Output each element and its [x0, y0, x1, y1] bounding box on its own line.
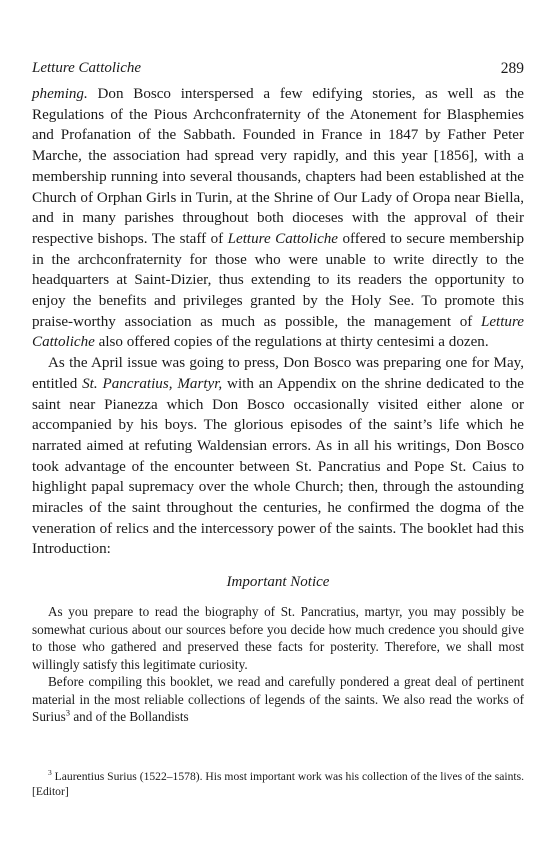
quoted-introduction [32, 603, 524, 726]
text-run: Don Bosco interspersed a few edifying stories, as well as the Regulations of the Pious Archconfraternity of the Atonement for Blasphemies and Profanation of the Sabbath. Founded in France in 1847 by Father Peter Marche, the association had spread very rapidly, and this year [1856], with a membership running into several thousands, chapters had been established at the Church of Orphan Girls in Turin, at the Shrine of Our Lady of Oropa near Biella, and in many parishes throughout both dioceses with the approval of their respective bishops. The staff of [32, 86, 524, 247]
running-title: Letture Cattoliche [32, 60, 142, 76]
paragraph-archconfraternity [32, 84, 524, 353]
quote-paragraph: As you prepare to read the biography of St. Pancratius, martyr, you may possibly be somewhat curious about our sources before you decide how much credence you should give to those who gathered and preserved these facts for posterity. Therefore, we shall most willingly satisfy this legitimate curiosity. [32, 604, 524, 672]
page-number: 289 [500, 60, 524, 77]
text-run: offered to secure membership in the archconfraternity for those who were unable to write directly to the headquarters at Saint-Dizier, thus extending to its readers the opportunity to enjoy the benefits and privileges granted by the Holy See. To promote this praise-worthy association as much as possible, the management of [32, 230, 525, 330]
footnote-reference: 3 [65, 707, 71, 718]
text-run: Before compiling this booklet, we read and carefully pondered a great deal of pertinent material in the most reliable collections of legends of the saints. We also read the works of Surius [32, 674, 524, 724]
quote-paragraph [32, 673, 524, 726]
text-run: with an Appendix on the shrine dedicated to the saint near Pianezza which Don Bosco occasionally visited either alone or accompanied by his boys. The glorious episodes of the saint’s life which he narrated aimed at refuting Waldensian errors. As in all his writings, Don Bosco took advantage of the encounter between St. Pancratius and Pope St. Caius to highlight papal supremacy over the whole Church; then, through the astounding miracles of the saint throughout the centuries, he confirmed the dogma of the veneration of relics and the intercessory power of the saints. The booklet had this Introduction: [32, 375, 524, 558]
italic-run: Letture Cattoliche [32, 313, 524, 351]
running-header [32, 60, 524, 80]
italic-run: St. Pancratius, Martyr, [82, 375, 223, 392]
paragraph-pancratius [32, 353, 524, 560]
footnote-marker: 3 [48, 768, 52, 778]
main-text [32, 84, 524, 560]
footnote [32, 769, 524, 799]
section-heading: Important Notice [226, 574, 330, 590]
text-run: As the April issue was going to press, Don Bosco was preparing one for May, entitled [32, 355, 524, 392]
text-run: Laurentius Surius (1522–1578). His most important work was his collection of the lives of the saints. [Editor] [32, 770, 524, 798]
text-run: also offered copies of the regulations at thirty centesimi a dozen. [94, 334, 489, 351]
italic-run: Letture Cattoliche [227, 230, 339, 247]
footnote-text [32, 769, 524, 799]
italic-run: pheming. [32, 86, 88, 102]
text-run: and of the Bollandists [70, 709, 189, 724]
